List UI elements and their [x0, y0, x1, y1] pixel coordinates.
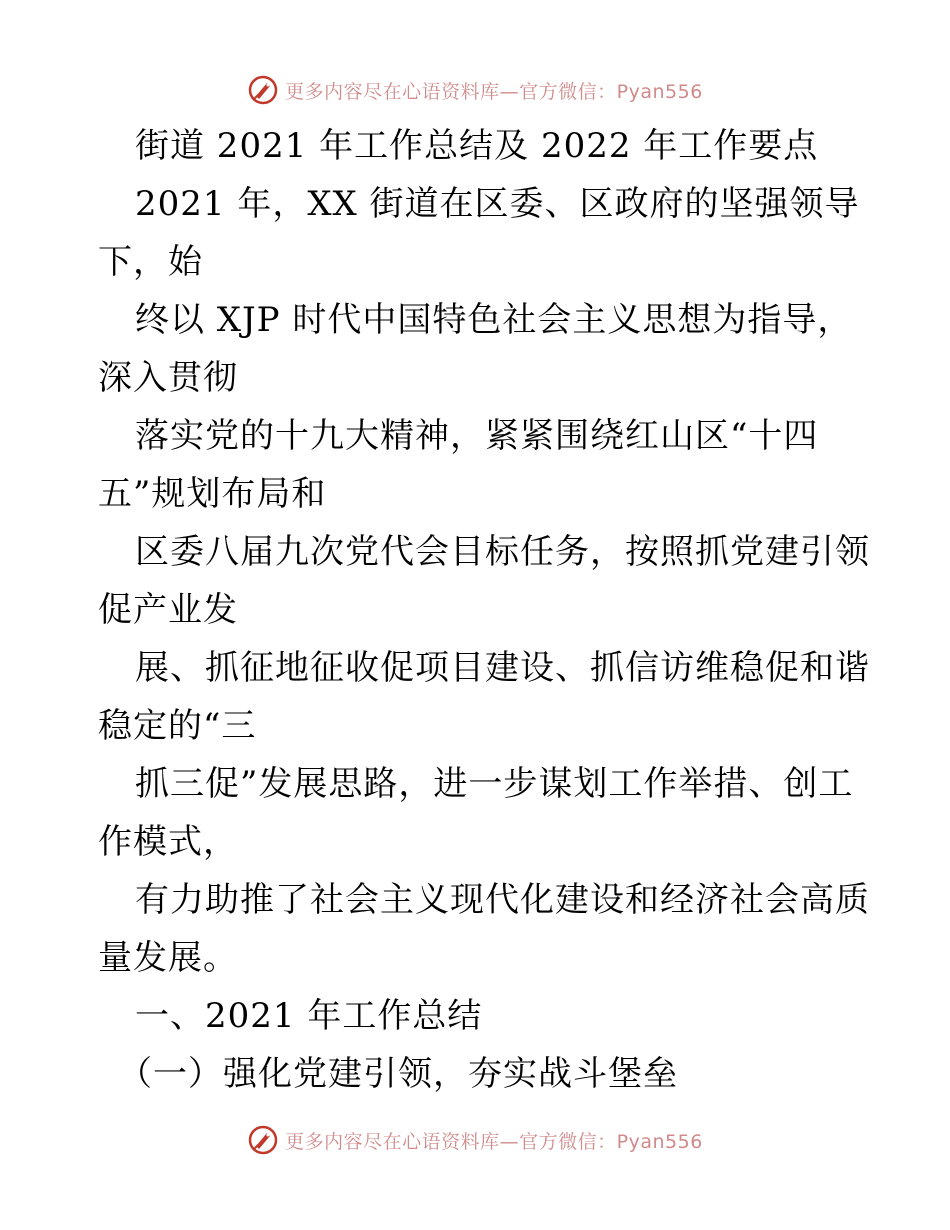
paragraph-line: 有力助推了社会主义现代化建设和经济社会高质: [135, 880, 870, 920]
paragraph-line: 深入贯彻: [98, 358, 238, 398]
pen-nib-seal-icon: [247, 74, 279, 106]
paragraph-line: 作模式，: [98, 822, 238, 862]
paragraph-line: 下，始: [98, 242, 203, 282]
subsection-heading: （一）强化党建引领，夯实战斗堡垒: [118, 1054, 678, 1094]
header-watermark-banner: [0, 70, 950, 110]
paragraph-line: 区委八届九次党代会目标任务，按照抓党建引领: [135, 532, 870, 572]
paragraph-line: 五”规划布局和: [98, 474, 327, 514]
section-heading: 一、2021 年工作总结: [135, 996, 483, 1036]
banner-text: 更多内容尽在心语资料库—官方微信：Pyan556: [285, 1130, 703, 1153]
paragraph-line: 落实党的十九大精神，紧紧围绕红山区“十四: [135, 416, 819, 456]
paragraph-line: 稳定的“三: [98, 706, 257, 746]
paragraph-line: 展、抓征地征收促项目建设、抓信访维稳促和谐: [135, 648, 870, 688]
paragraph-line: 终以 XJP 时代中国特色社会主义思想为指导，: [135, 300, 853, 340]
paragraph-line: 2021 年，XX 街道在区委、区政府的坚强领导: [135, 184, 860, 224]
doc-title: 街道 2021 年工作总结及 2022 年工作要点: [135, 126, 819, 166]
footer-watermark-banner: [0, 1120, 950, 1160]
paragraph-line: 量发展。: [98, 938, 238, 978]
paragraph-line: 抓三促”发展思路，进一步谋划工作举措、创工: [135, 764, 854, 804]
paragraph-line: 促产业发: [98, 590, 238, 630]
banner-text: 更多内容尽在心语资料库—官方微信：Pyan556: [285, 80, 703, 103]
pen-nib-seal-icon: [247, 1124, 279, 1156]
